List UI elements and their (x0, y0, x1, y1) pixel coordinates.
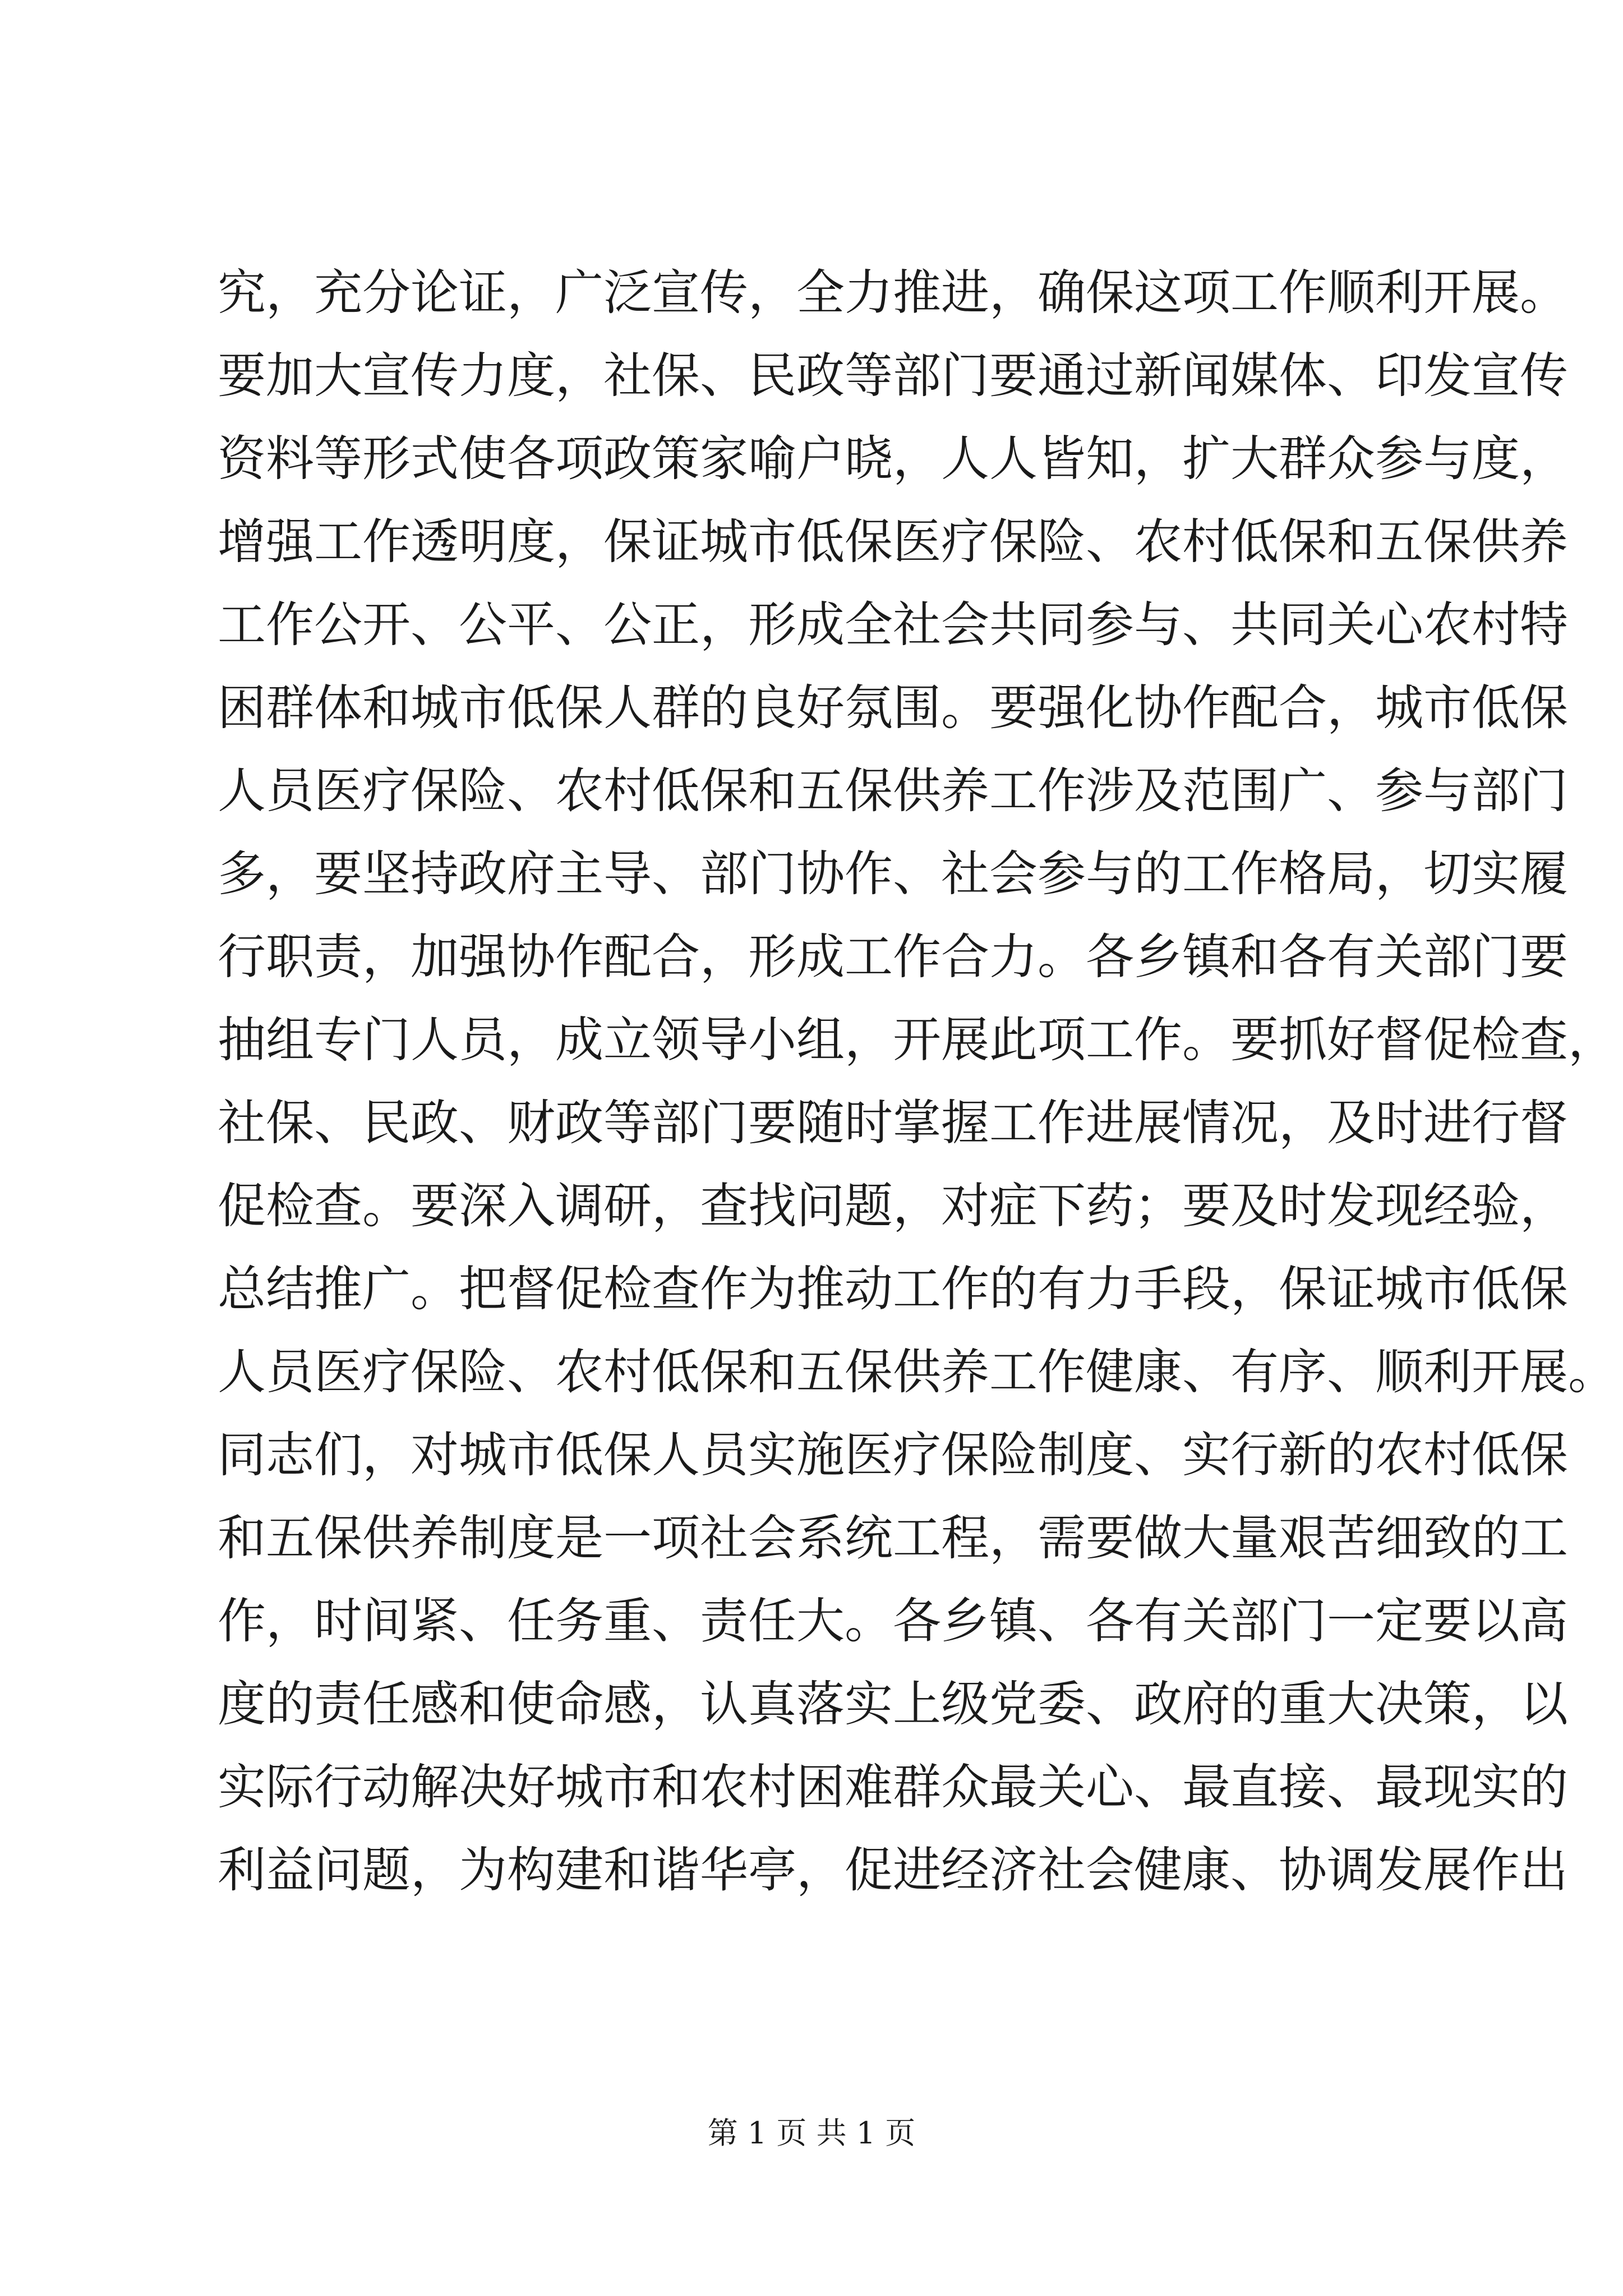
text-line: 同志们，对城市低保人员实施医疗保险制度、实行新的农村低保 (218, 1427, 1568, 1483)
text-line: 困群体和城市低保人群的良好氛围。要强化协作配合，城市低保 (218, 680, 1568, 736)
text-line: 行职责，加强协作配合，形成工作合力。各乡镇和各有关部门要 (218, 929, 1568, 985)
body-text (218, 251, 1616, 1912)
text-line: 实际行动解决好城市和农村困难群众最关心、最直接、最现实的 (218, 1759, 1568, 1815)
text-line: 和五保供养制度是一项社会系统工程，需要做大量艰苦细致的工 (218, 1510, 1568, 1566)
text-line: 多，要坚持政府主导、部门协作、社会参与的工作格局，切实履 (218, 846, 1568, 902)
text-line: 抽组专门人员，成立领导小组，开展此项工作。要抓好督促检查， (218, 1012, 1616, 1068)
text-line: 利益问题，为构建和谐华亭，促进经济社会健康、协调发展作出 (218, 1842, 1568, 1898)
text-line: 要加大宣传力度，社保、民政等部门要通过新闻媒体、印发宣传 (218, 348, 1568, 404)
text-line: 促检查。要深入调研，查找问题，对症下药；要及时发现经验， (218, 1178, 1568, 1234)
text-line: 究，充分论证，广泛宣传，全力推进，确保这项工作顺利开展。 (218, 265, 1568, 321)
text-line: 增强工作透明度，保证城市低保医疗保险、农村低保和五保供养 (218, 514, 1568, 570)
text-line: 度的责任感和使命感，认真落实上级党委、政府的重大决策，以 (218, 1676, 1568, 1732)
text-line: 资料等形式使各项政策家喻户晓，人人皆知，扩大群众参与度， (218, 431, 1568, 487)
text-line: 社保、民政、财政等部门要随时掌握工作进展情况，及时进行督 (218, 1095, 1568, 1151)
text-line: 人员医疗保险、农村低保和五保供养工作健康、有序、顺利开展。 (218, 1344, 1616, 1400)
text-line: 人员医疗保险、农村低保和五保供养工作涉及范围广、参与部门 (218, 763, 1568, 819)
text-line: 工作公开、公平、公正，形成全社会共同参与、共同关心农村特 (218, 597, 1568, 653)
page-number-footer: 第 1 页 共 1 页 (707, 2115, 916, 2151)
text-line: 总结推广。把督促检查作为推动工作的有力手段，保证城市低保 (218, 1261, 1568, 1317)
text-line: 作，时间紧、任务重、责任大。各乡镇、各有关部门一定要以高 (218, 1593, 1568, 1649)
